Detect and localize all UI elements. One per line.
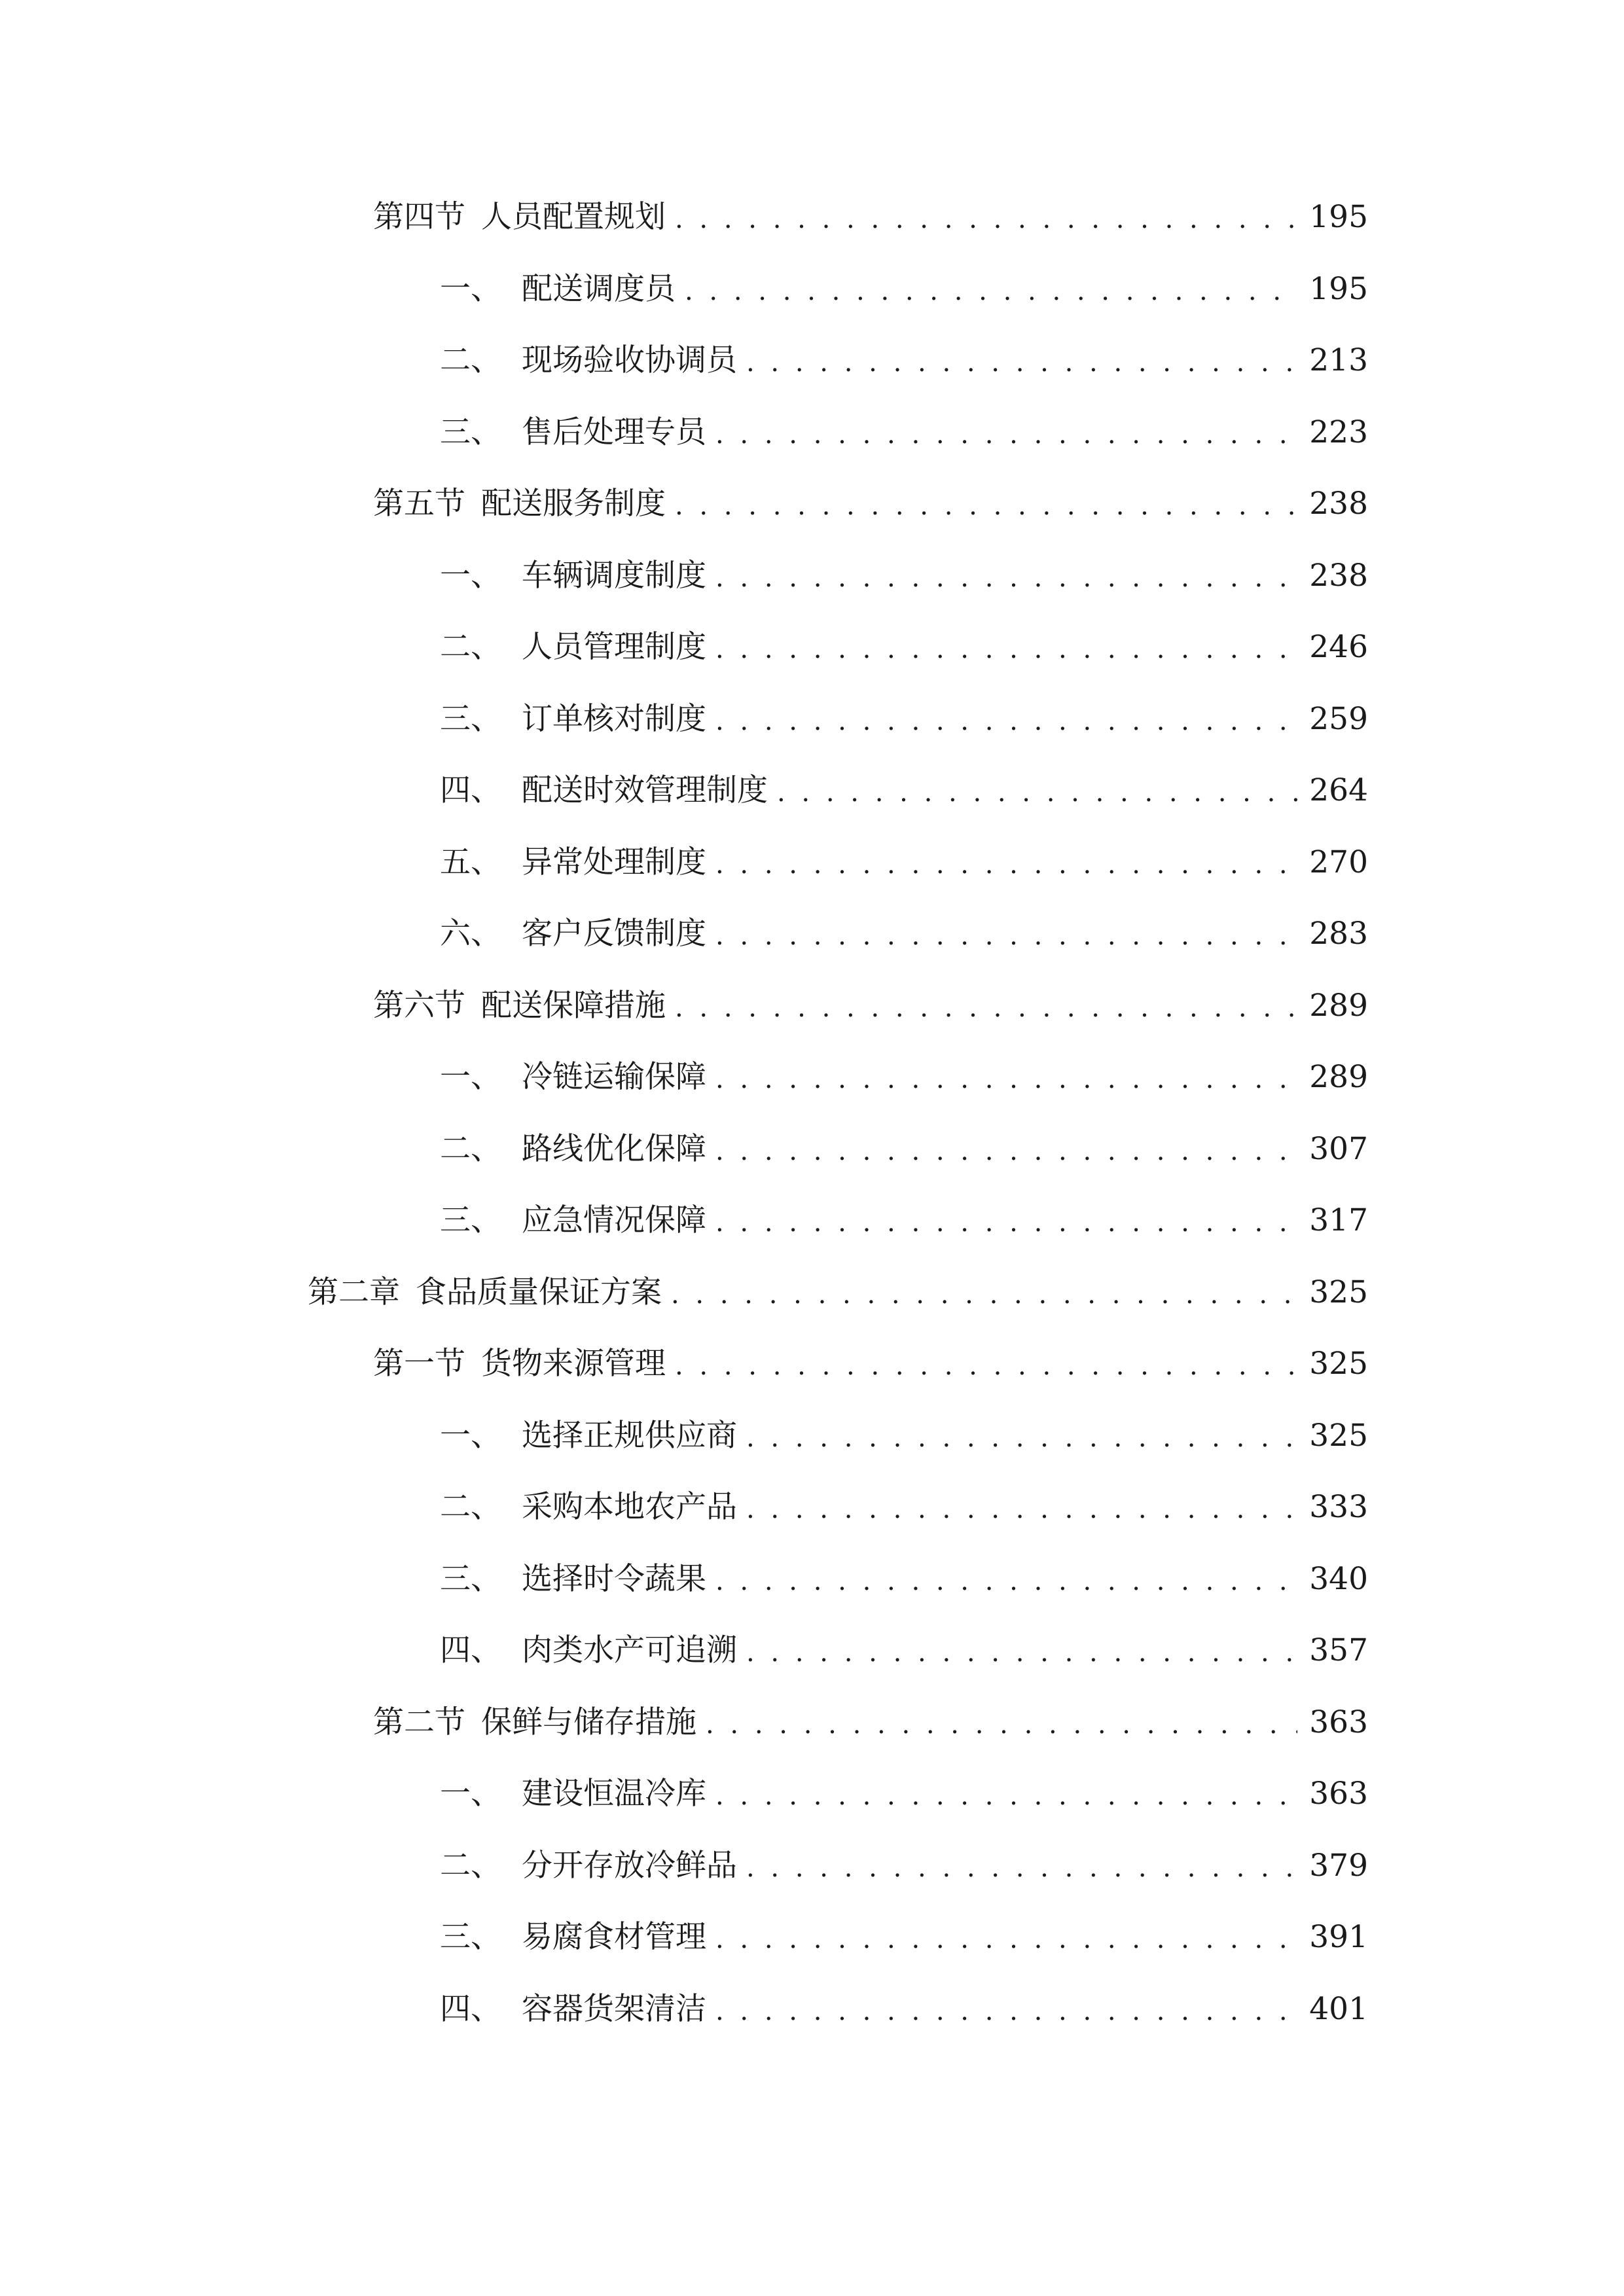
dot-leader — [715, 547, 1297, 605]
dot-leader — [715, 905, 1297, 963]
toc-entry[interactable] — [440, 1048, 1368, 1107]
toc-entry[interactable] — [373, 1335, 1368, 1393]
dot-leader — [777, 761, 1297, 820]
toc-entry-number: 五、 — [440, 844, 501, 880]
toc-entry-page: 317 — [1309, 1202, 1368, 1238]
toc-entry-page: 325 — [1309, 1274, 1368, 1310]
toc-entry-page: 333 — [1309, 1489, 1368, 1525]
toc-entry-number: 二、 — [440, 1489, 501, 1525]
toc-entry[interactable] — [440, 403, 1368, 462]
toc-entry-number: 第五节 — [373, 486, 465, 522]
toc-entry-number: 二、 — [440, 1848, 501, 1884]
toc-entry-title: 售后处理专员 — [522, 414, 706, 450]
toc-entry[interactable] — [440, 1908, 1368, 1967]
dot-leader — [715, 1765, 1297, 1823]
toc-entry-title: 易腐食材管理 — [522, 1919, 706, 1955]
toc-entry-title: 路线优化保障 — [522, 1131, 706, 1167]
dot-leader — [715, 618, 1297, 677]
toc-entry-number: 三、 — [440, 414, 501, 450]
toc-entry-number: 一、 — [440, 1059, 501, 1095]
toc-entry-number: 第四节 — [373, 199, 465, 235]
toc-entry-title: 容器货架清洁 — [522, 1991, 706, 2027]
toc-entry-page: 270 — [1309, 844, 1368, 880]
toc-entry-page: 195 — [1309, 199, 1368, 235]
toc-entry[interactable] — [440, 833, 1368, 892]
toc-entry[interactable] — [440, 1621, 1368, 1680]
toc-entry-title: 人员配置规划 — [481, 199, 666, 235]
toc-entry-page: 363 — [1309, 1776, 1368, 1812]
toc-entry[interactable] — [440, 260, 1368, 319]
toc-entry[interactable] — [373, 1693, 1368, 1752]
toc-entry[interactable] — [440, 1765, 1368, 1823]
toc-entry-title: 客户反馈制度 — [522, 916, 706, 952]
toc-entry-number: 二、 — [440, 629, 501, 665]
toc-entry[interactable] — [440, 1837, 1368, 1895]
toc-entry-number: 第六节 — [373, 988, 465, 1024]
toc-entry-page: 238 — [1309, 486, 1368, 522]
dot-leader — [715, 1120, 1297, 1179]
toc-entry-title: 货物来源管理 — [481, 1346, 666, 1382]
toc-entry-page: 264 — [1309, 772, 1368, 808]
toc-entry-number: 二、 — [440, 342, 501, 378]
toc-entry[interactable] — [373, 188, 1368, 247]
toc-entry-page: 357 — [1309, 1632, 1368, 1668]
toc-entry-title: 分开存放冷鲜品 — [522, 1848, 737, 1884]
toc-entry-page: 289 — [1309, 988, 1368, 1024]
toc-entry-page: 195 — [1309, 271, 1368, 307]
toc-entry[interactable] — [440, 1407, 1368, 1465]
dot-leader — [675, 1335, 1297, 1393]
toc-entry-number: 第二节 — [373, 1704, 465, 1740]
toc-entry-page: 391 — [1309, 1919, 1368, 1955]
toc-entry-number: 三、 — [440, 1919, 501, 1955]
toc-entry-page: 307 — [1309, 1131, 1368, 1167]
toc-entry[interactable] — [373, 977, 1368, 1035]
toc-entry-title: 选择正规供应商 — [522, 1418, 737, 1454]
dot-leader — [715, 1550, 1297, 1609]
toc-entry-title: 人员管理制度 — [522, 629, 706, 665]
toc-entry-number: 四、 — [440, 772, 501, 808]
toc-entry-page: 289 — [1309, 1059, 1368, 1095]
toc-entry-number: 一、 — [440, 271, 501, 307]
dot-leader — [715, 1980, 1297, 2039]
toc-entry-title: 采购本地农产品 — [522, 1489, 737, 1525]
toc-entry-number: 三、 — [440, 1202, 501, 1238]
toc-entry[interactable] — [440, 1120, 1368, 1179]
toc-entry[interactable] — [440, 761, 1368, 820]
toc-entry-page: 401 — [1309, 1991, 1368, 2027]
dot-leader — [715, 1908, 1297, 1967]
dot-leader — [671, 1263, 1297, 1322]
dot-leader — [715, 690, 1297, 749]
toc-entry-page: 259 — [1309, 701, 1368, 737]
toc-entry-number: 一、 — [440, 1418, 501, 1454]
dot-leader — [675, 977, 1297, 1035]
dot-leader — [746, 1478, 1297, 1537]
toc-entry-number: 第一节 — [373, 1346, 465, 1382]
toc-entry-title: 建设恒温冷库 — [522, 1776, 706, 1812]
toc-entry-number: 三、 — [440, 701, 501, 737]
dot-leader — [746, 1837, 1297, 1895]
dot-leader — [675, 188, 1297, 247]
toc-entry-number: 一、 — [440, 1776, 501, 1812]
toc-entry-page: 238 — [1309, 558, 1368, 594]
toc-entry-page: 340 — [1309, 1561, 1368, 1597]
toc-entry-page: 379 — [1309, 1848, 1368, 1884]
toc-entry-number: 第二章 — [308, 1274, 400, 1310]
dot-leader — [746, 331, 1297, 390]
toc-entry[interactable] — [440, 331, 1368, 390]
toc-entry-title: 食品质量保证方案 — [416, 1274, 662, 1310]
toc-entry-page: 223 — [1309, 414, 1368, 450]
toc-entry-title: 异常处理制度 — [522, 844, 706, 880]
toc-entry-page: 213 — [1309, 342, 1368, 378]
toc-entry-title: 应急情况保障 — [522, 1202, 706, 1238]
toc-entry-title: 配送调度员 — [522, 271, 676, 307]
toc-entry-title: 配送服务制度 — [481, 486, 666, 522]
toc-entry-title: 肉类水产可追溯 — [522, 1632, 737, 1668]
toc-entry-page: 246 — [1309, 629, 1368, 665]
toc-entry[interactable] — [440, 618, 1368, 677]
dot-leader — [715, 403, 1297, 462]
toc-entry-number: 一、 — [440, 558, 501, 594]
toc-entry-title: 车辆调度制度 — [522, 558, 706, 594]
toc-entry[interactable] — [440, 690, 1368, 749]
toc-entry-page: 325 — [1309, 1346, 1368, 1382]
toc-entry-page: 363 — [1309, 1704, 1368, 1740]
dot-leader — [706, 1693, 1297, 1752]
toc-entry-page: 283 — [1309, 916, 1368, 952]
toc-entry[interactable] — [440, 547, 1368, 605]
toc-entry-title: 选择时令蔬果 — [522, 1561, 706, 1597]
dot-leader — [685, 260, 1297, 319]
toc-entry-title: 订单核对制度 — [522, 701, 706, 737]
toc-entry[interactable] — [440, 1550, 1368, 1609]
toc-entry-title: 配送保障措施 — [481, 988, 666, 1024]
dot-leader — [715, 833, 1297, 892]
toc-entry-number: 二、 — [440, 1131, 501, 1167]
toc-entry-number: 四、 — [440, 1632, 501, 1668]
dot-leader — [715, 1191, 1297, 1250]
toc-entry[interactable] — [440, 1191, 1368, 1250]
toc-entry-number: 四、 — [440, 1991, 501, 2027]
toc-entry-page: 325 — [1309, 1418, 1368, 1454]
toc-entry[interactable] — [308, 1263, 1368, 1322]
toc-entry[interactable] — [440, 905, 1368, 963]
toc-entry-title: 配送时效管理制度 — [522, 772, 768, 808]
toc-entry-title: 冷链运输保障 — [522, 1059, 706, 1095]
dot-leader — [715, 1048, 1297, 1107]
toc-entry-title: 保鲜与储存措施 — [481, 1704, 696, 1740]
dot-leader — [746, 1621, 1297, 1680]
toc-entry-number: 三、 — [440, 1561, 501, 1597]
toc-entry[interactable] — [440, 1478, 1368, 1537]
dot-leader — [746, 1407, 1297, 1465]
toc-entry[interactable] — [373, 475, 1368, 533]
toc-entry-title: 现场验收协调员 — [522, 342, 737, 378]
toc-entry[interactable] — [440, 1980, 1368, 2039]
dot-leader — [675, 475, 1297, 533]
toc-entry-number: 六、 — [440, 916, 501, 952]
